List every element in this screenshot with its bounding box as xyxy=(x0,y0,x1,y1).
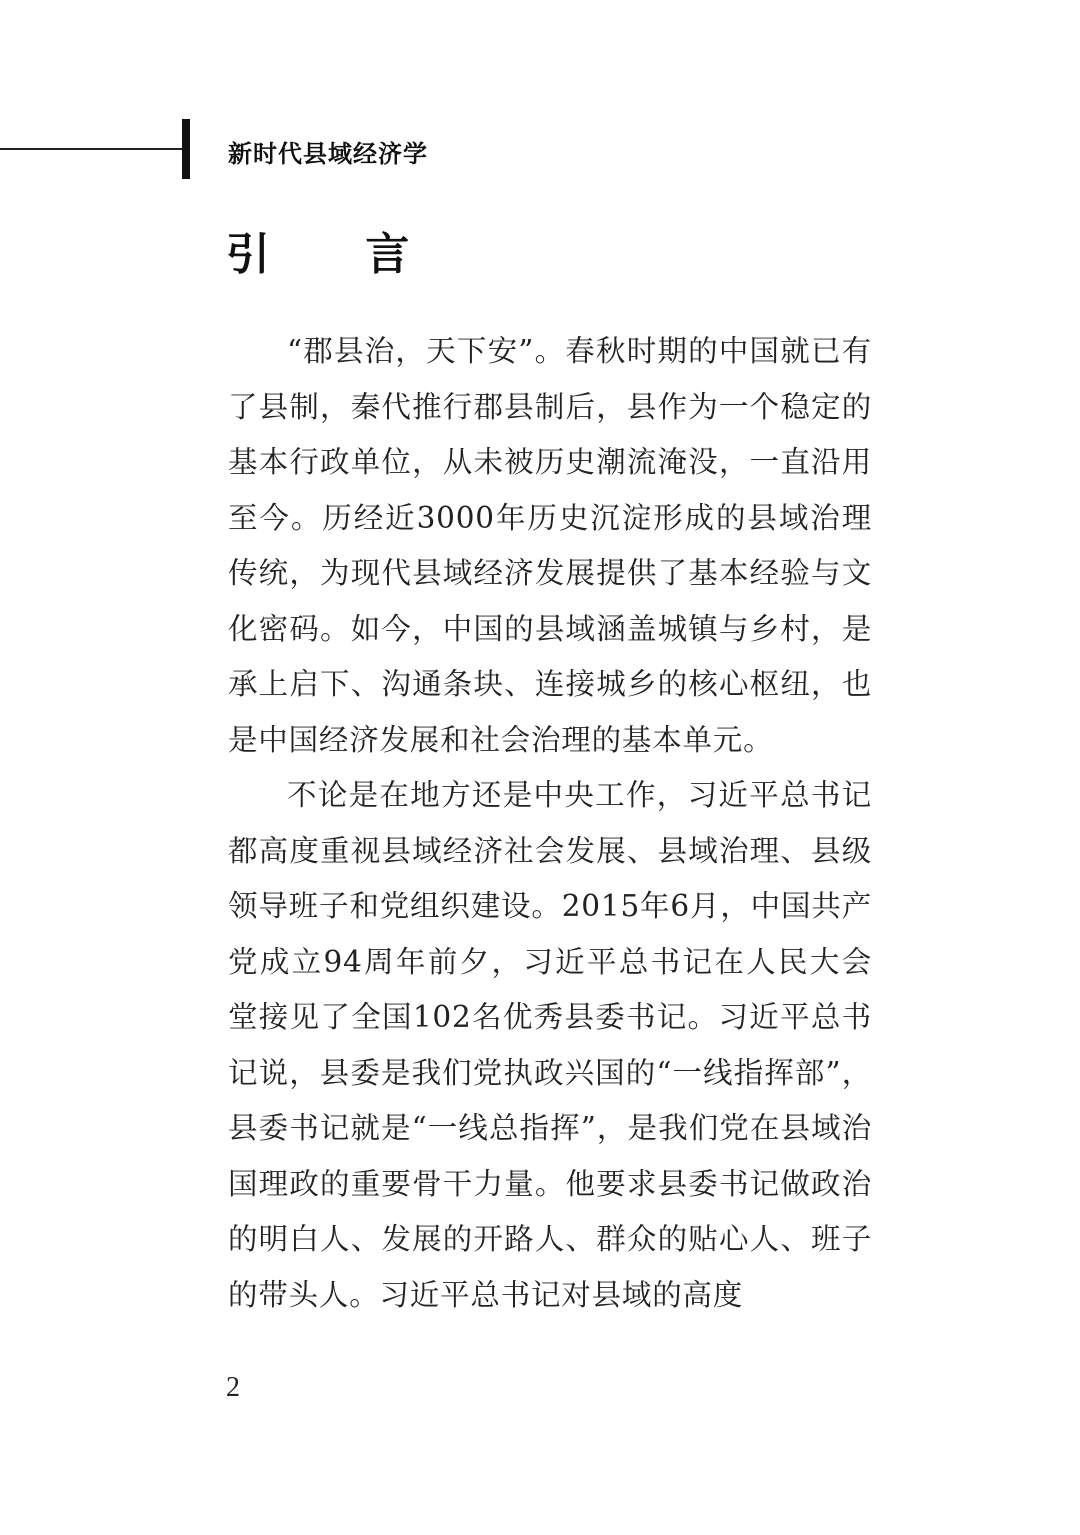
paragraph-1: “郡县治，天下安”。春秋时期的中国就已有了县制，秦代推行郡县制后，县作为一个稳定的基本行政单位，从未被历史潮流淹没，一直沿用至今。历经近3000年历史沉淀形成的县域治理传统，为现代县域经济发展提供了基本经验与文化密码。如今，中国的县域涵盖城镇与乡村，是承上启下、沟通条块、连接城乡的核心枢纽，也是中国经济发展和社会治理的基本单元。 xyxy=(228,334,872,757)
header-bar xyxy=(182,119,190,179)
running-head: 新时代县域经济学 xyxy=(228,140,428,168)
paragraph-2: 不论是在地方还是中央工作，习近平总书记都高度重视县域经济社会发展、县域治理、县级领导班子和党组织建设。2015年6月，中国共产党成立94周年前夕，习近平总书记在人民大会堂接见了全国102名优秀县委书记。习近平总书记说，县委是我们党执政兴国的“一线指挥部”，县委书记就是“一线总指挥”，是我们党在县域治国理政的重要骨干力量。他要求县委书记做政治的明白人、发展的开路人、群众的贴心人、班子的带头人。习近平总书记对县域的高度 xyxy=(228,778,872,1312)
body-text xyxy=(228,324,872,1323)
header-rule xyxy=(0,148,183,150)
page-number: 2 xyxy=(226,1372,240,1403)
chapter-title: 引 言 xyxy=(226,229,450,280)
